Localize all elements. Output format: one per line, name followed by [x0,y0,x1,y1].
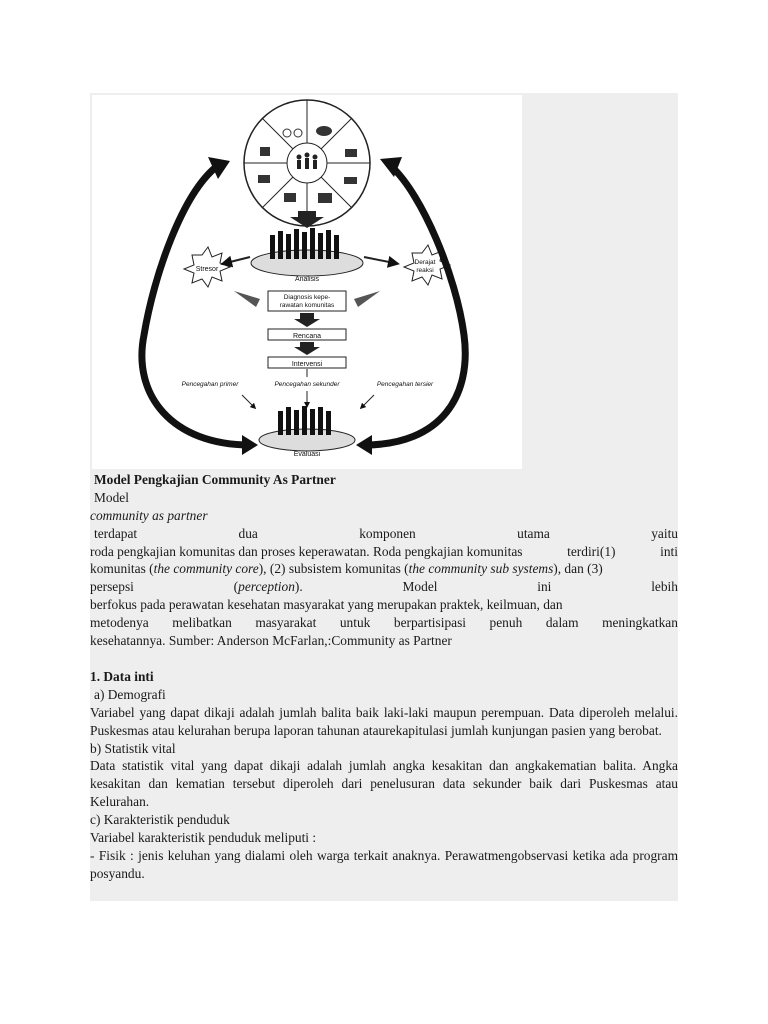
plan-label: Rencana [292,333,322,340]
analysis-label: Analisis [294,276,320,283]
document-icon [258,175,270,183]
word: utama [517,525,550,541]
italic-term: perception [238,579,295,595]
word: persepsi [90,579,134,595]
text-run: roda pengkajian komunitas dan proses keperawatan. Roda pengkajian komunitas [90,543,523,559]
subsection-heading-demografi: a) Demografi [94,686,166,702]
word: komponen [359,525,416,541]
health-icon [260,147,270,156]
primary-prevention-label: Pencegahan primer [181,381,239,388]
text-run: ), dan (3) [553,561,603,577]
word: yaitu [651,525,678,541]
list-item-fisik: - Fisik : jenis keluhan yang dialami oleh warga terkait anaknya. Perawatmengobservasi ketika ada program posyandu. [90,847,678,881]
document-page [90,93,678,901]
intro-line-5 [90,560,678,578]
secondary-prevention-label: Pencegahan sekunder [274,381,340,388]
evaluation-platform [259,406,355,458]
transport-icon [345,149,357,157]
tertiary-prevention-label: Pencegahan tersier [376,381,434,388]
stressor-burst [184,247,230,287]
word: meningkatkan [602,615,678,631]
intro-line-1: Model [94,489,129,505]
intro-line-2: community as partner [90,507,208,523]
diagnosis-box [268,291,346,311]
intro-line-8 [90,614,678,632]
intro-line-3 [90,525,678,543]
diagnosis-label-line-1: Diagnosis kepe- [283,294,331,301]
word: berpartisipasi [393,615,467,631]
intro-line-9: kesehatannya. Sumber: Anderson McFarlan,:Community as Partner [90,633,452,649]
word: metodenya [90,615,149,631]
figure-caption: Model Pengkajian Community As Partner [94,472,336,487]
diagnosis-label-line-2: rawatan komunitas [279,302,335,309]
vehicle-icon [284,193,296,202]
stressor-label: Stresor [195,266,219,273]
word: melibatkan [172,615,232,631]
spacer [90,650,678,668]
text-run: ). [294,579,303,595]
word: ini [537,579,552,595]
subsection-heading-karakteristik: c) Karakteristik penduduk [90,812,230,828]
text-run: komunitas ( [90,561,154,577]
intervention-label: Intervensi [291,361,323,368]
paragraph-statistik: Data statistik vital yang dapat dikaji adalah jumlah angka kesakitan dan angkakematian balita. Angka kesakitan dan kematian tersebut diperoleh dari penelusuran data sekunder baik dari Puskesmas atau Kelurahan. [90,758,678,810]
plan-box [268,329,346,340]
building-icon [318,193,332,203]
word: Model [402,579,438,595]
italic-term: the community sub systems [408,561,554,577]
paragraph-demografi: Variabel yang dapat dikaji adalah jumlah balita baik laki-laki maupun perempuan. Data diperoleh melalui. Puskesmas atau kelurahan berupa laporan tahunan ataurekapitulasi jumlah kunjungan pasien yang berobat. [90,704,678,738]
paragraph-karakteristik-intro: Variabel karakteristik penduduk meliputi : [90,830,317,845]
word: dalam [545,615,579,631]
text-run: ( [233,579,239,595]
landscape-icon [316,126,332,136]
evaluation-label: Evaluasi [293,451,321,458]
reaction-label-line-1: Derajat [414,259,436,266]
analysis-platform [251,228,363,283]
word: dua [238,525,258,541]
word: penuh [489,615,523,631]
reaction-label-line-2: reaksi [416,267,434,274]
italic-term: the community core [153,561,259,577]
document-body [90,471,678,883]
intro-line-6 [90,578,678,596]
intervention-box [268,357,346,368]
community-as-partner-diagram [92,95,522,469]
right-feedback-arrow [364,167,465,445]
text-run: terdiri(1) [567,543,616,559]
subsection-heading-statistik: b) Statistik vital [90,740,176,756]
people-icon [297,153,318,170]
word: untuk [339,615,371,631]
word: masyarakat [255,615,317,631]
text-run: inti [660,543,678,559]
left-feedback-arrow [142,167,250,445]
word: terdapat [94,525,138,541]
intro-line-7: berfokus pada perawatan kesehatan masyarakat yang merupakan praktek, keilmuan, dan [90,597,563,613]
word: lebih [651,579,678,595]
section-heading: 1. Data inti [90,668,154,684]
text-run: ), (2) subsistem komunitas ( [258,561,409,577]
intro-line-4 [90,543,678,561]
car-icon [344,177,357,184]
assessment-wheel [244,100,370,226]
perception-term [234,578,303,596]
